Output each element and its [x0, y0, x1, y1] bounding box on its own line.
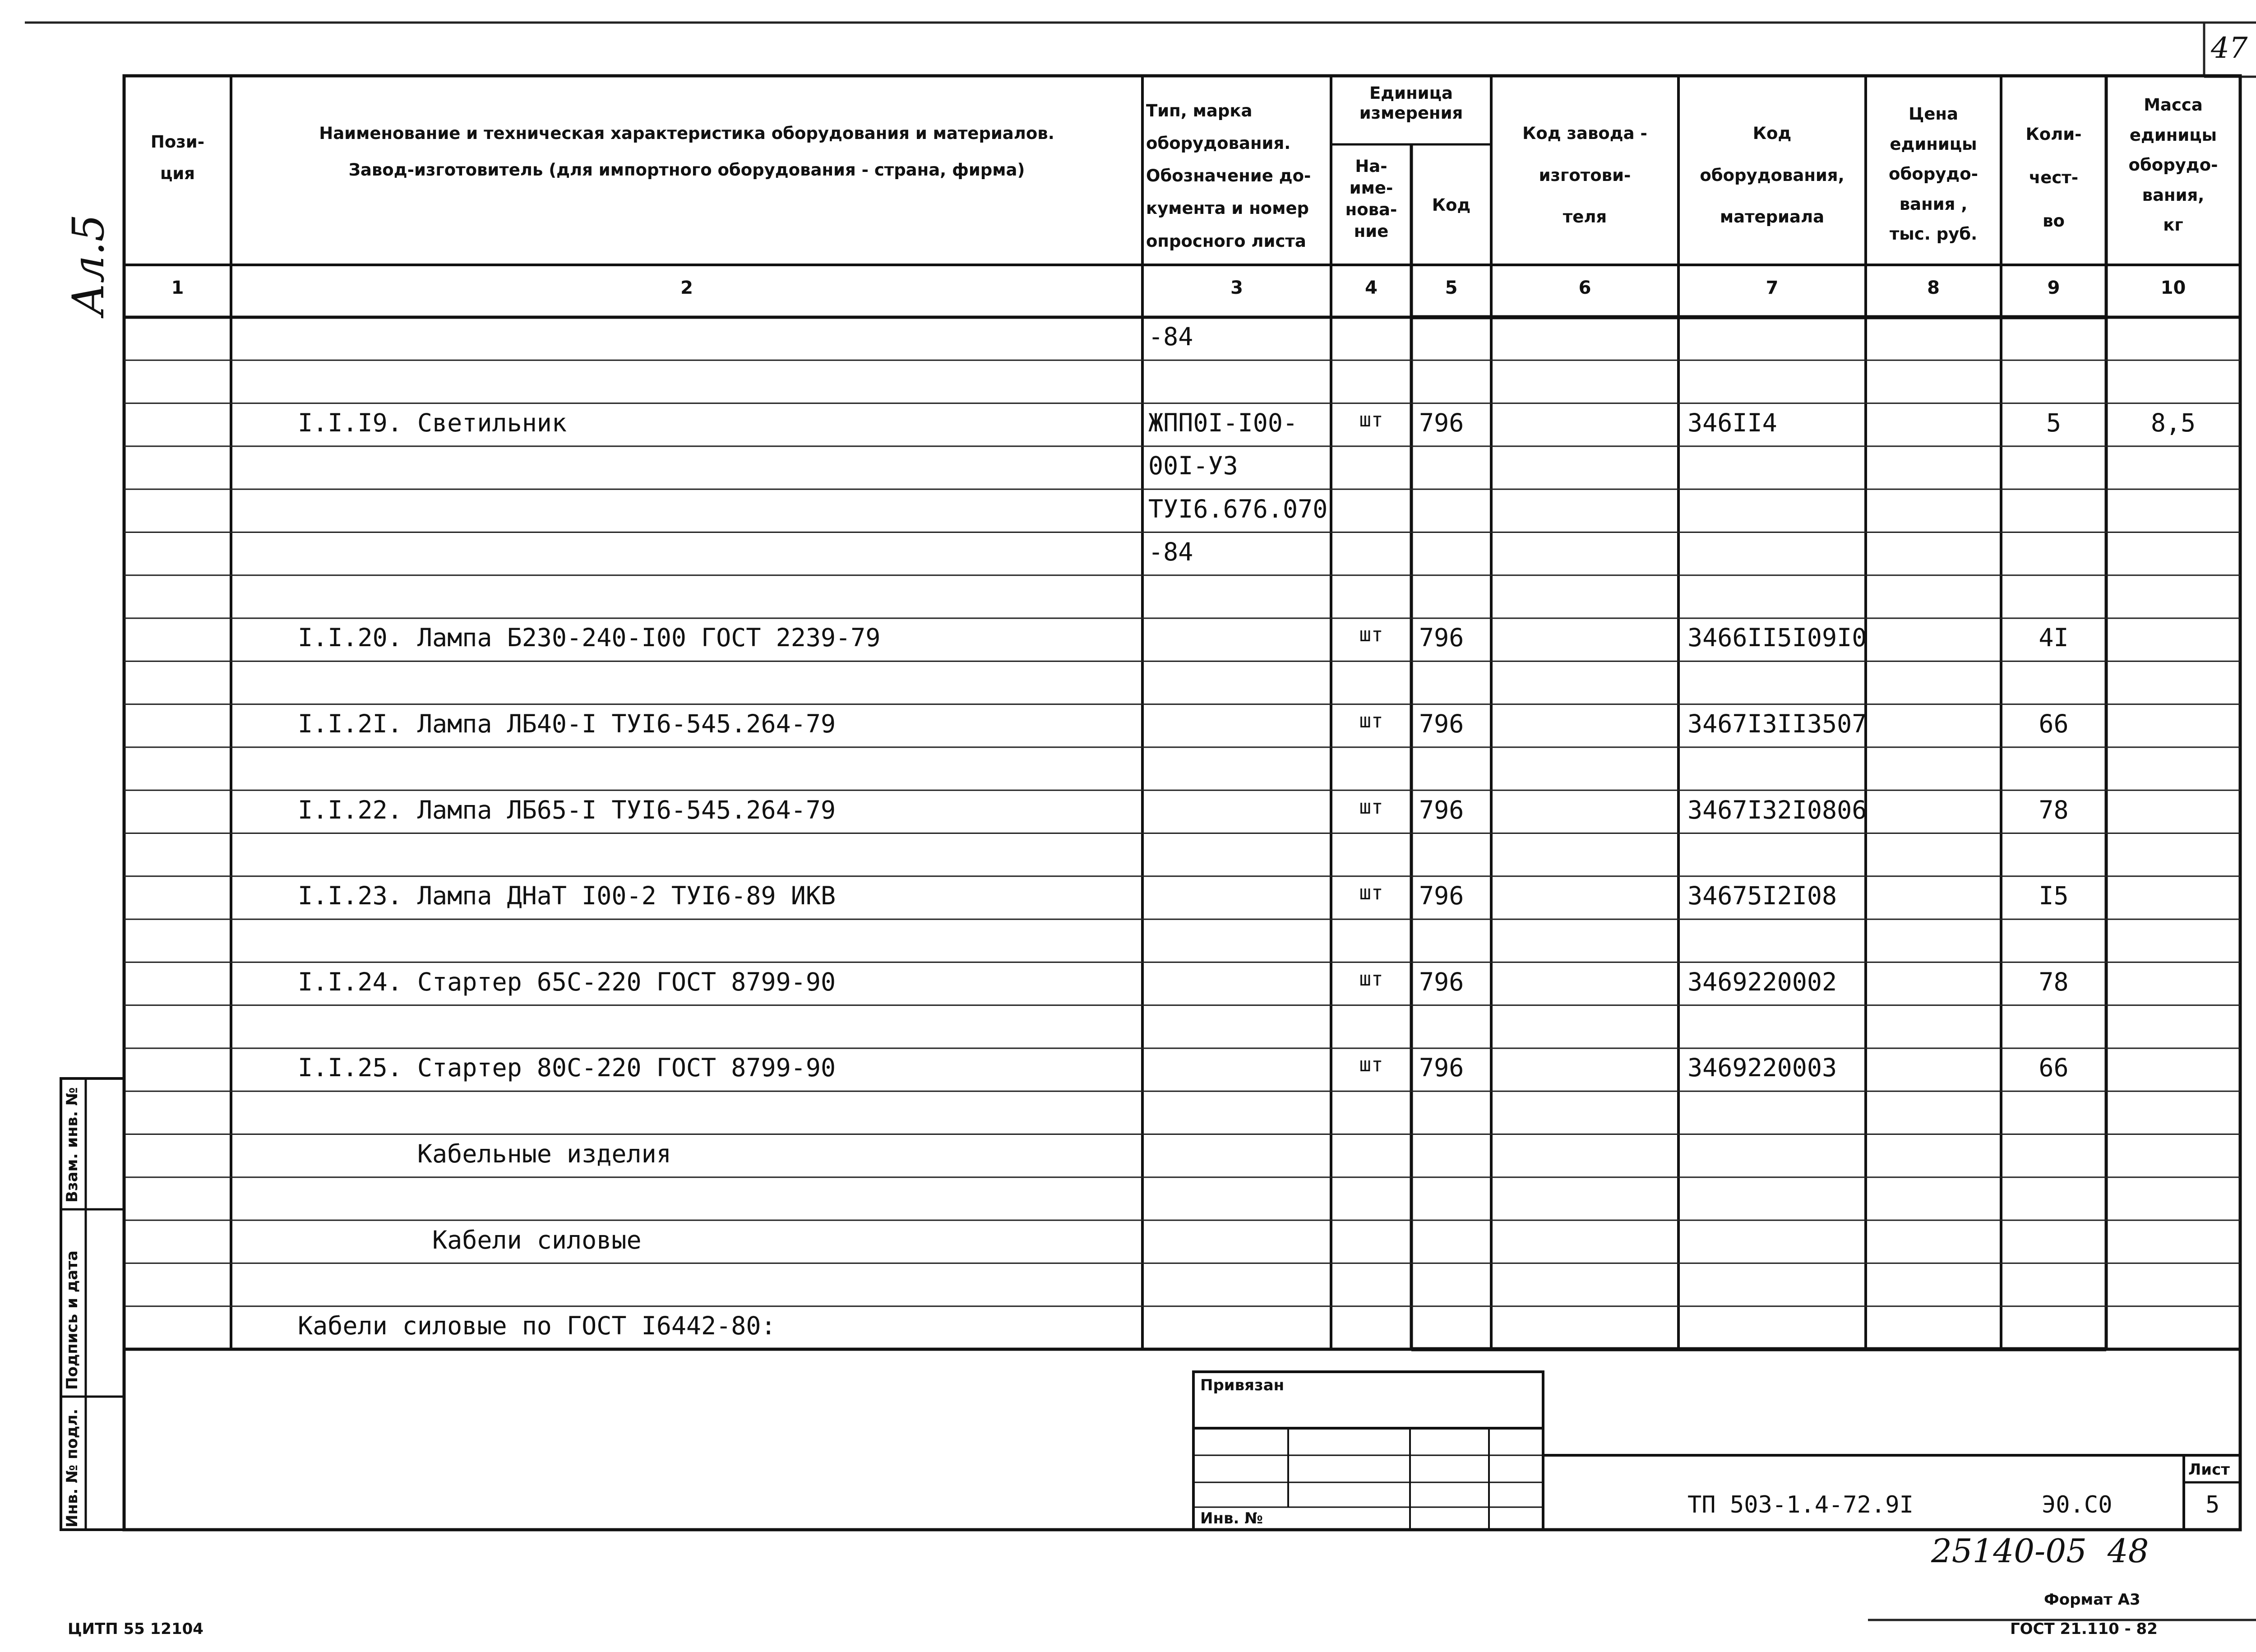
cell-c2: I.I.23. Лампа ДНаТ I00-2 ТУI6-89 ИКВ: [298, 881, 836, 911]
cell-c3: ЖПП0I-I00-: [1148, 408, 1298, 438]
cell-c9: 78: [2039, 795, 2069, 824]
stamp-doc-suffix: Э0.С0: [2042, 1491, 2113, 1518]
cell-c9: 66: [2039, 709, 2069, 739]
cell-c4: шт: [1359, 967, 1383, 990]
cell-c2: Кабели силовые по ГОСТ I6442-80:: [298, 1311, 776, 1341]
cell-c2: Кабельные изделия: [298, 1139, 671, 1168]
cell-c4: шт: [1359, 709, 1383, 733]
cell-c7: 3469220003: [1687, 1053, 1837, 1083]
sheet-mark: 47: [2211, 32, 2248, 65]
header-col-6: Код завода - изготови- теля: [1522, 124, 1647, 227]
cell-c7: 3466II5I09I0: [1687, 623, 1867, 652]
cell-c3: 00I-У3: [1148, 451, 1238, 481]
side-label-inv: Инв. № подл.: [63, 1408, 81, 1527]
header-col-9: Коли- чест- во: [2025, 125, 2082, 231]
cell-c3: ТУI6.676.070: [1148, 494, 1328, 523]
cell-c5: 796: [1419, 623, 1464, 652]
side-label-vzam: Взам. инв. №: [63, 1087, 81, 1203]
colnum-9: 9: [2047, 278, 2060, 298]
cell-c10: 8,5: [2150, 408, 2196, 438]
cell-c5: 796: [1419, 881, 1464, 911]
colnum-7: 7: [1766, 278, 1779, 298]
cell-c7: 3469220002: [1687, 967, 1837, 996]
cell-c7: 3467I3II3507: [1687, 709, 1867, 739]
cell-c3: -84: [1148, 322, 1193, 352]
colnum-4: 4: [1365, 278, 1378, 298]
cell-c2: I.I.I9. Светильник: [298, 408, 567, 438]
cell-c2: I.I.24. Стартер 65С-220 ГОСТ 8799-90: [298, 967, 836, 996]
cell-c2: Кабели силовые: [298, 1225, 642, 1254]
cell-c5: 796: [1419, 1053, 1464, 1083]
cell-c2: I.I.2I. Лампа ЛБ40-I ТУI6-545.264-79: [298, 709, 836, 739]
handwritten-code: 25140-05 48: [1931, 1532, 2149, 1570]
cell-c3: -84: [1148, 537, 1193, 566]
cell-c9: 66: [2039, 1053, 2069, 1083]
cell-c5: 796: [1419, 795, 1464, 824]
colnum-8: 8: [1927, 278, 1940, 298]
colnum-2: 2: [680, 278, 693, 298]
header-unit-group: Единица измерения: [1359, 83, 1463, 123]
header-col-2: Наименование и техническая характеристика оборудования и материалов. Завод-изготовитель (для импортного оборудования - страна, фирма): [319, 124, 1054, 180]
header-col-8: Цена единицы оборудо- вания , тыс. руб.: [1889, 104, 1978, 244]
cell-c9: 5: [2046, 408, 2062, 438]
stamp-doc-code: ТП 503-1.4-72.9I: [1687, 1491, 1914, 1518]
colnum-10: 10: [2160, 278, 2186, 298]
cell-c2: I.I.25. Стартер 80С-220 ГОСТ 8799-90: [298, 1053, 836, 1083]
cell-c4: шт: [1359, 795, 1383, 819]
cell-c5: 796: [1419, 967, 1464, 996]
stamp-inv-no: Инв. №: [1200, 1509, 1263, 1527]
cell-c7: 3467I32I0806: [1687, 795, 1867, 824]
cell-c4: шт: [1359, 1053, 1383, 1077]
colnum-5: 5: [1445, 278, 1458, 298]
cell-c7: 346II4: [1687, 408, 1777, 438]
gost-label: ГОСТ 21.110 - 82: [2010, 1620, 2158, 1638]
cell-c5: 796: [1419, 408, 1464, 438]
header-col-3: Тип, марка оборудования. Обозначение до- кумента и номер опросного листа: [1146, 101, 1311, 251]
header-col-10: Масса единицы оборудо- вания, кг: [2128, 95, 2218, 235]
colnum-6: 6: [1578, 278, 1591, 298]
format-label: Формат А3: [2044, 1591, 2140, 1609]
cell-c4: шт: [1359, 623, 1383, 647]
cell-c4: шт: [1359, 408, 1383, 432]
cell-c2: I.I.20. Лампа Б230-240-I00 ГОСТ 2239-79: [298, 623, 881, 652]
stamp-privyazan: Привязан: [1200, 1376, 1285, 1394]
side-mark: Ал.5: [63, 214, 114, 316]
header-col-5: Код: [1432, 195, 1471, 215]
stamp-list-label: Лист: [2188, 1461, 2230, 1479]
header-col-7: Код оборудования, материала: [1700, 124, 1845, 227]
colnum-1: 1: [171, 278, 184, 298]
cell-c9: 4I: [2039, 623, 2069, 652]
header-col-4: На- име- нова- ние: [1345, 157, 1397, 241]
cell-c5: 796: [1419, 709, 1464, 739]
cell-c4: шт: [1359, 881, 1383, 905]
cell-c2: I.I.22. Лампа ЛБ65-I ТУI6-545.264-79: [298, 795, 836, 824]
stamp-list-no: 5: [2205, 1491, 2220, 1518]
colnum-3: 3: [1230, 278, 1243, 298]
cell-c9: I5: [2039, 881, 2069, 911]
org-label: ЦИТП 55 12104: [68, 1620, 203, 1638]
cell-c9: 78: [2039, 967, 2069, 996]
cell-c7: 34675I2I08: [1687, 881, 1837, 911]
header-col-1: Пози- ция: [150, 132, 205, 184]
side-label-podpis: Подпись и дата: [63, 1250, 81, 1390]
